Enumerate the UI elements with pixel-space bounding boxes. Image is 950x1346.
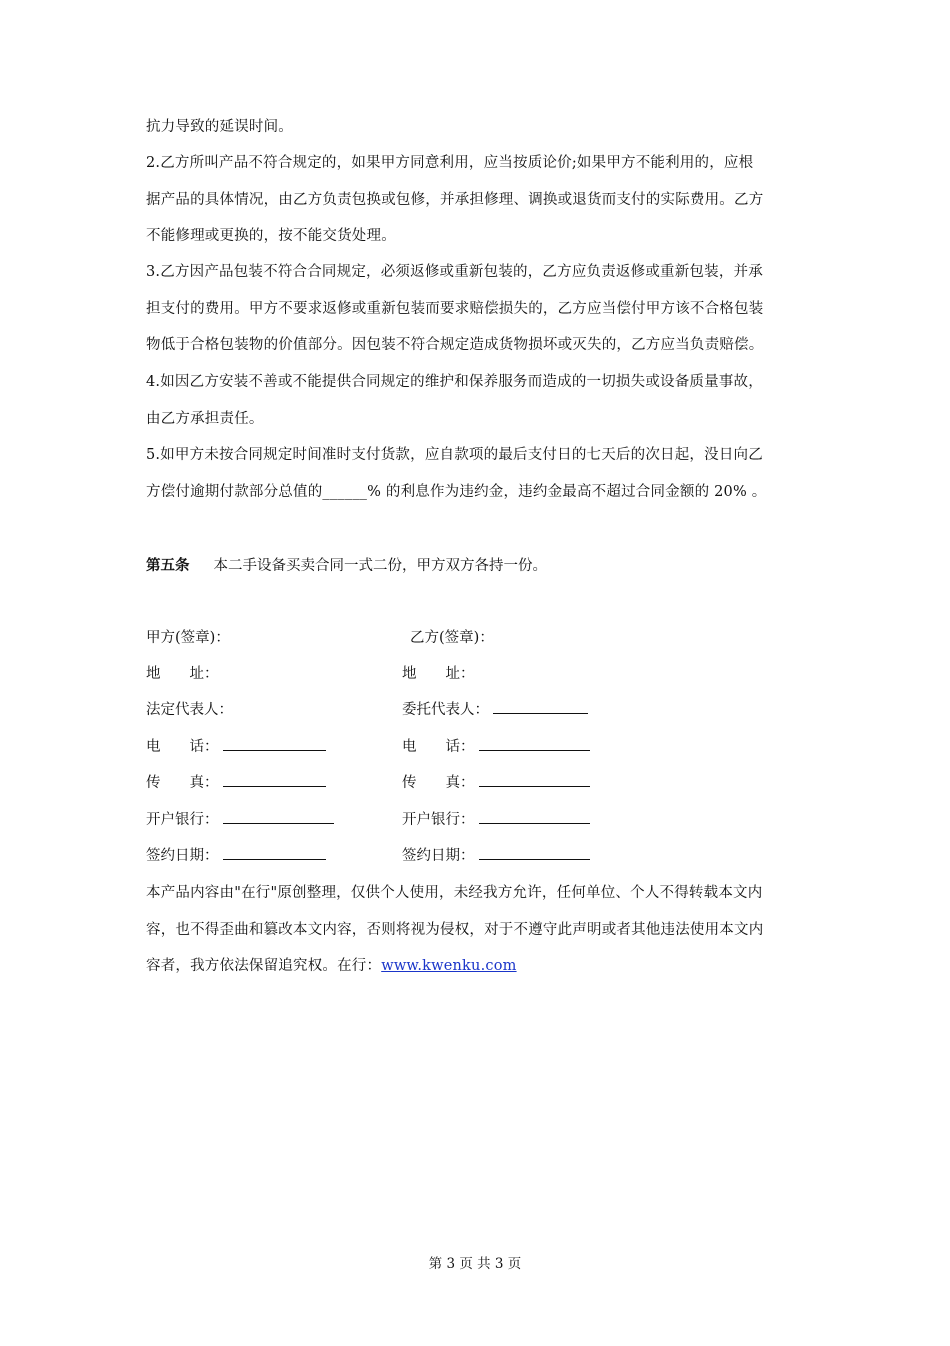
party-b-phone-row: [402, 735, 590, 759]
disclaimer-paragraph: [146, 875, 811, 985]
party-b-date-blank[interactable]: [479, 845, 590, 860]
party-b-rep-blank[interactable]: [493, 699, 588, 714]
party-a-fax-blank[interactable]: [223, 772, 326, 787]
party-b-phone-blank[interactable]: [479, 736, 590, 751]
paragraph-clause-4: [146, 364, 811, 437]
party-b-phone-label: 电 话：: [402, 739, 475, 755]
text-line: 抗力导致的延误时间。: [146, 119, 293, 135]
party-a-signature-label: 甲方(签章)：: [146, 630, 230, 646]
party-a-rep-label: 法定代表人：: [146, 702, 233, 718]
party-a-bank-label: 开户银行：: [146, 812, 219, 828]
text-line: 2.乙方所叫产品不符合规定的，如果甲方同意利用，应当按质论价;如果甲方不能利用的，应根: [146, 155, 754, 171]
text-line: 3.乙方因产品包装不符合合同规定，必须返修或重新包装的，乙方应负责返修或重新包装，并承: [146, 264, 763, 280]
party-b-fax-label: 传 真：: [402, 775, 475, 791]
party-b-bank-row: [402, 808, 590, 832]
party-b-fax-blank[interactable]: [479, 772, 590, 787]
paragraph-clause-5: [146, 437, 811, 510]
text-line: 物低于合格包装物的价值部分。因包装不符合规定造成货物损坏或灭失的，乙方应当负责赔偿。: [146, 337, 764, 353]
article-text: 本二手设备买卖合同一式二份，甲方双方各持一份。: [213, 558, 547, 574]
text-line: 5.如甲方未按合同规定时间准时支付货款，应自款项的最后支付日的七天后的次日起，没日向乙: [146, 447, 763, 463]
party-b-bank-blank[interactable]: [479, 809, 590, 824]
paragraph-continuation: [146, 109, 811, 146]
party-b-rep-row: [402, 698, 588, 722]
party-a-bank-row: [146, 808, 334, 832]
party-a-phone-row: [146, 735, 326, 759]
website-link[interactable]: www.kwenku.com: [381, 958, 517, 974]
party-b-address-label: 地 址：: [402, 666, 475, 682]
article-label: 第五条: [146, 558, 190, 574]
text-line: 不能修理或更换的，按不能交货处理。: [146, 228, 396, 244]
page-number-footer: 第 3 页 共 3 页: [428, 1256, 522, 1272]
party-b-date-row: [402, 844, 590, 868]
party-a-date-label: 签约日期：: [146, 848, 219, 864]
party-a-bank-blank[interactable]: [223, 809, 334, 824]
disclaimer-line: 容，也不得歪曲和篡改本文内容，否则将视为侵权，对于不遵守此声明或者其他违法使用本文内: [146, 921, 764, 938]
text-line: 据产品的具体情况，由乙方负责包换或包修，并承担修理、调换或退货而支付的实际费用。乙方: [146, 191, 764, 208]
text-line: 由乙方承担责任。: [146, 410, 264, 427]
party-a-fax-label: 传 真：: [146, 775, 219, 791]
paragraph-clause-2: [146, 145, 811, 255]
party-a-date-row: [146, 844, 326, 868]
party-b-bank-label: 开户银行：: [402, 812, 475, 828]
article-five: [146, 548, 547, 584]
party-b-signature-label: 乙方(签章)：: [410, 630, 494, 646]
party-a-date-blank[interactable]: [223, 845, 326, 860]
party-a-fax-row: [146, 771, 326, 795]
party-b-fax-row: [402, 771, 590, 795]
disclaimer-line-final: [146, 948, 811, 985]
disclaimer-line: 本产品内容由"在行"原创整理，仅供个人使用，未经我方允许，任何单位、个人不得转载本文内: [146, 885, 763, 901]
party-a-address-label: 地 址：: [146, 666, 219, 682]
disclaimer-prefix: 容者，我方依法保留追究权。在行：: [146, 958, 382, 974]
text-line: 4.如因乙方安装不善或不能提供合同规定的维护和保养服务而造成的一切损失或设备质量事故，: [146, 374, 763, 390]
party-b-date-label: 签约日期：: [402, 848, 475, 864]
text-line: 担支付的费用。甲方不要求返修或重新包装而要求赔偿损失的，乙方应当偿付甲方该不合格包装: [146, 300, 764, 317]
text-line: 方偿付逾期付款部分总值的______% 的利息作为违约金，违约金最高不超过合同金额的 20% 。: [146, 483, 767, 500]
party-a-phone-label: 电 话：: [146, 739, 219, 755]
party-a-phone-blank[interactable]: [223, 736, 326, 751]
party-b-rep-label: 委托代表人：: [402, 702, 489, 718]
paragraph-clause-3: [146, 254, 811, 364]
